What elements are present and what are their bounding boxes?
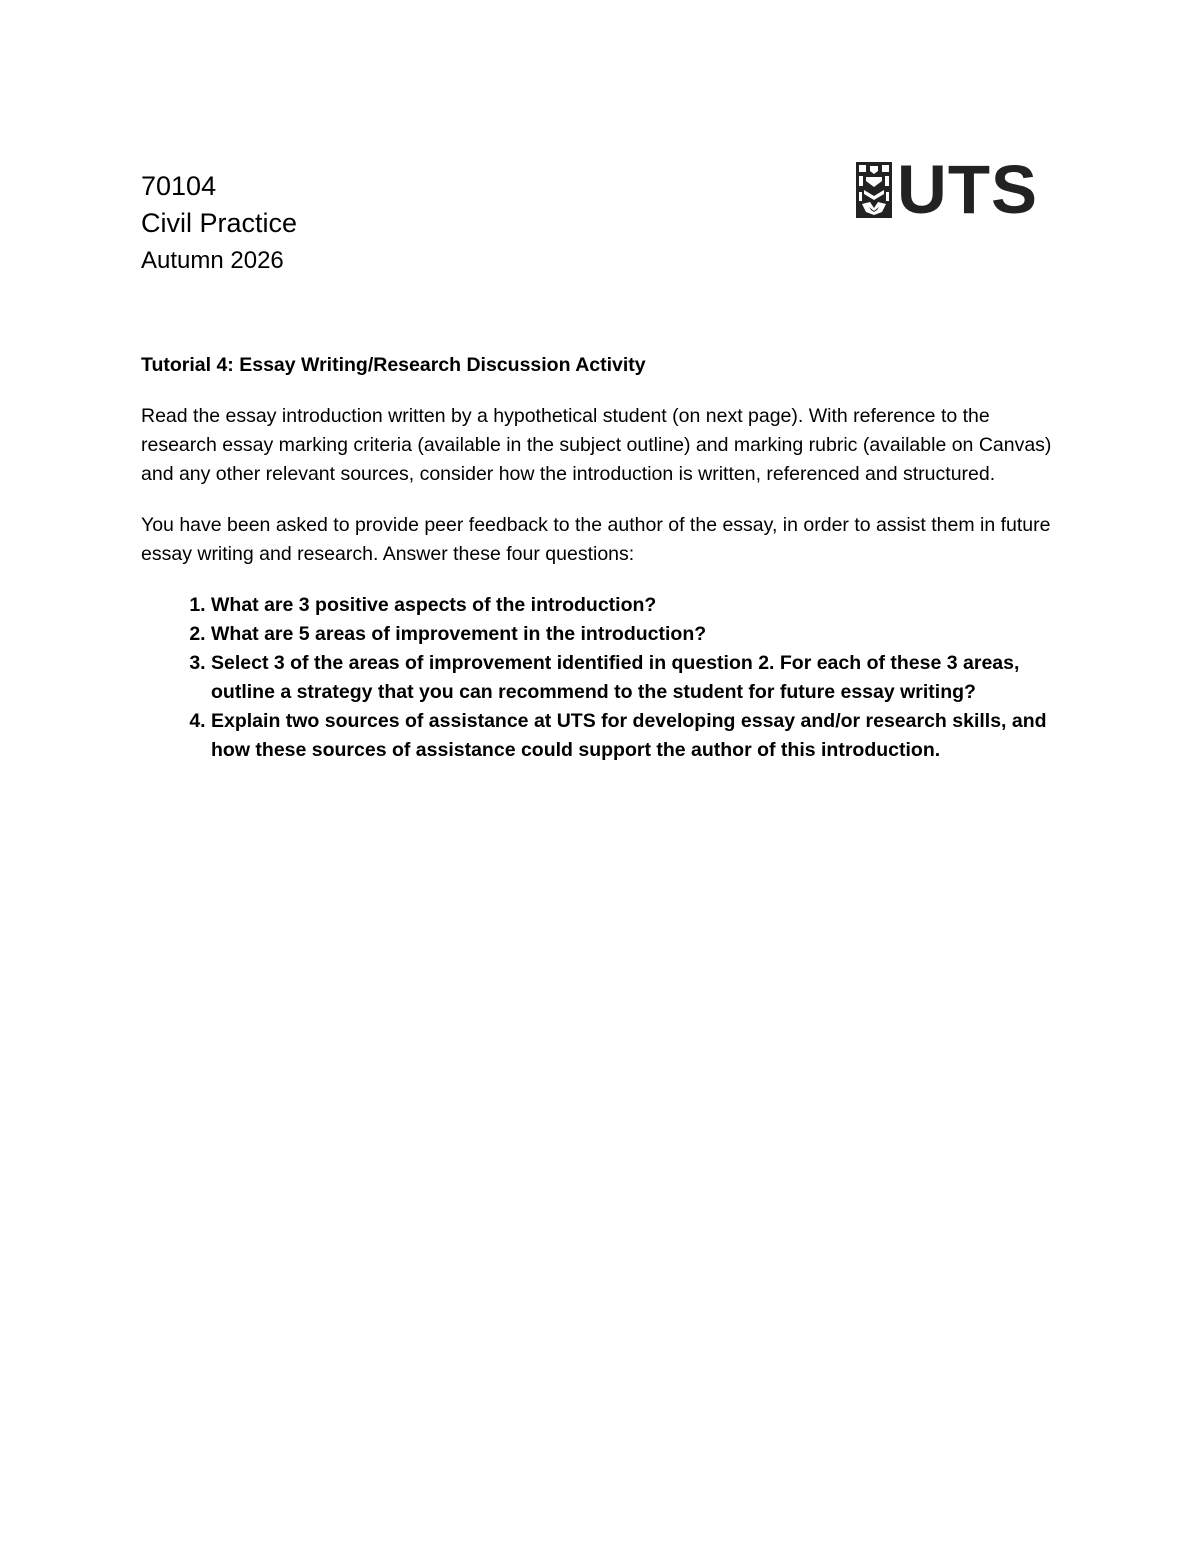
logo-text: UTS xyxy=(897,151,1038,228)
session-label: Autumn 2026 xyxy=(141,247,284,274)
subject-code: 70104 xyxy=(141,171,217,201)
tutorial-title: Tutorial 4: Essay Writing/Research Discussion Activity xyxy=(141,354,646,376)
question-item: 4. Explain two sources of assistance at UTS for developing essay and/or research skills, and how these sources of assistance could support the author of this introduction. xyxy=(211,707,1071,765)
task-paragraph: You have been asked to provide peer feedback to the author of the essay, in order to assist them in future essay writing and research. Answer these four questions: xyxy=(141,514,1051,565)
question-item: 1. What are 3 positive aspects of the introduction? xyxy=(211,591,1071,620)
subject-header xyxy=(141,168,297,280)
question-item: 3. Select 3 of the areas of improvement identified in question 2. For each of these 3 areas, outline a strategy that you can recommend to the student for future essay writing? xyxy=(211,649,1071,707)
instructions-paragraph: Read the essay introduction written by a hypothetical student (on next page). With reference to the research essay marking criteria (available in the subject outline) and marking rubric (available on Canvas) and any other relevant sources, consider how the introduction is written, referenced and structured. xyxy=(141,405,1052,485)
question-item: 2. What are 5 areas of improvement in the introduction? xyxy=(211,620,1071,649)
subject-name: Civil Practice xyxy=(141,208,298,238)
questions-list xyxy=(141,591,1071,765)
uts-logo xyxy=(856,151,1038,228)
tutorial-content xyxy=(141,351,1071,765)
uts-crest-icon xyxy=(856,162,892,218)
